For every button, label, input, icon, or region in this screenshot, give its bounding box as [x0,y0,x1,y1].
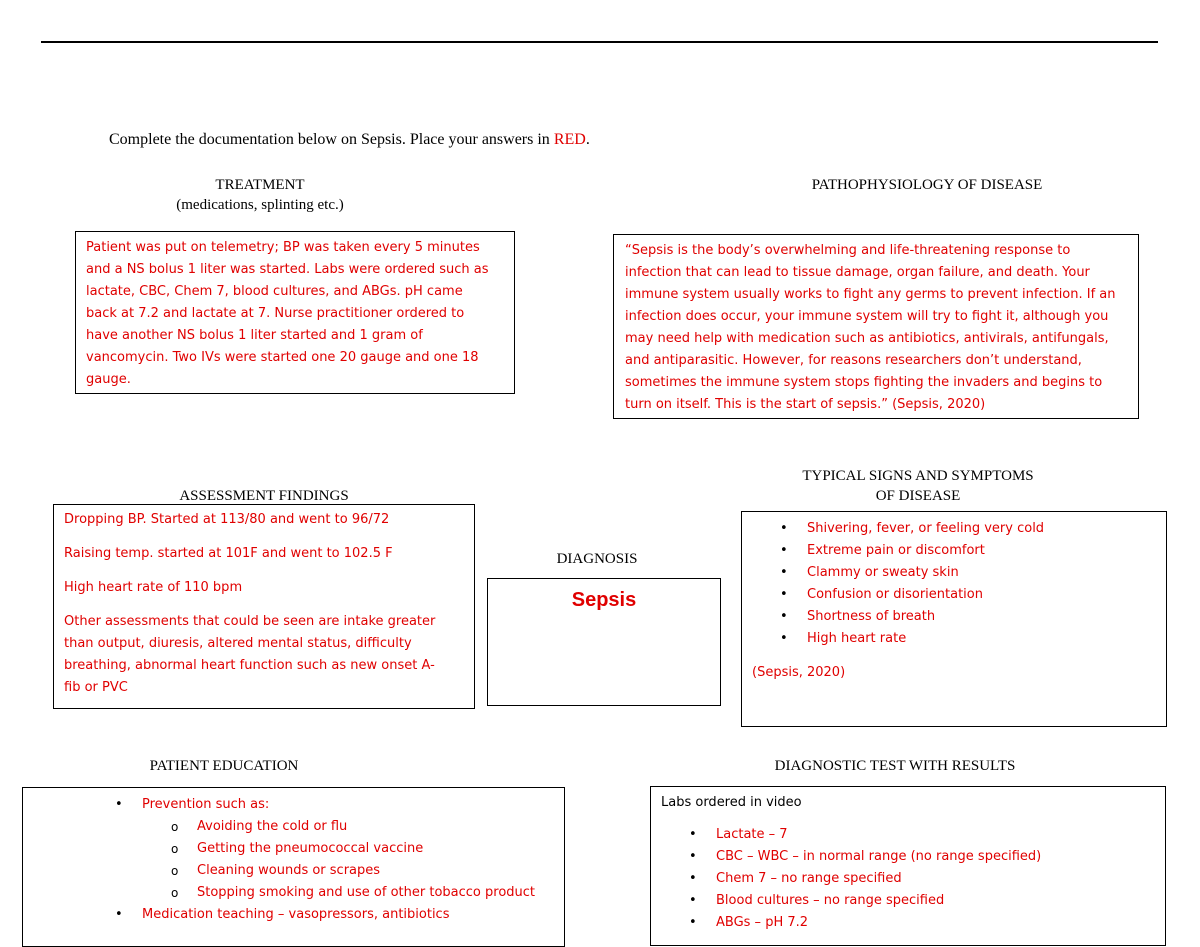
header-rule [41,41,1158,43]
treatment-line: vancomycin. Two IVs were started one 20 gauge and one 18 [86,350,479,365]
list-item: • High heart rate [807,628,1156,650]
list-item: • Shortness of breath [807,606,1156,628]
diagnostic-intro: Labs ordered in video [661,795,802,810]
assessment-heading: ASSESSMENT FINDINGS [179,488,349,504]
instructions-end: . [585,131,590,148]
treatment-text [86,237,504,391]
instructions-text: Complete the documentation below on Sepsis. Place your answers in [109,131,554,148]
pathophysiology-line: sometimes the immune system stops fighting the invaders and begins to [625,375,1103,390]
list-item: • Prevention such as: [142,794,564,816]
pathophysiology-text [625,240,1127,416]
pathophysiology-line: immune system usually works to fight any germs to prevent infection. If an [625,287,1116,302]
instructions-highlight: RED [553,131,586,148]
list-item: • Shivering, fever, or feeling very cold [807,518,1156,540]
assessment-other-line: Other assessments that could be seen are intake greater [64,614,436,629]
education-heading: PATIENT EDUCATION [149,758,299,774]
treatment-line: Patient was put on telemetry; BP was taken every 5 minutes [86,240,480,255]
pathophysiology-box [613,234,1139,419]
education-list-2 [23,904,564,926]
list-item: o Getting the pneumococcal vaccine [197,838,564,860]
list-item: • Chem 7 – no range specified [716,868,1155,890]
assessment-other-line: fib or PVC [64,680,128,695]
assessment-temp: Raising temp. started at 101F and went to 102.5 F [64,546,393,561]
education-list [23,794,564,816]
pathophysiology-line: may need help with medication such as antibiotics, antivirals, antifungals, [625,331,1109,346]
list-item: o Cleaning wounds or scrapes [197,860,564,882]
pathophysiology-line: infection does occur, your immune system will try to fight it, although you [625,309,1109,324]
education-sublist [23,816,564,904]
list-item: o Stopping smoking and use of other tobacco product [197,882,564,904]
treatment-heading-line1: TREATMENT [215,177,305,193]
education-box [22,787,565,947]
treatment-line: gauge. [86,372,131,387]
pathophysiology-line: “Sepsis is the body’s overwhelming and life-threatening response to [625,243,1071,258]
pathophysiology-line: and antiparasitic. However, for reasons researchers don’t understand, [625,353,1082,368]
treatment-line: have another NS bolus 1 liter started and 1 gram of [86,328,423,343]
pathophysiology-line: turn on itself. This is the start of sepsis.” (Sepsis, 2020) [625,397,986,412]
signs-heading-line2: OF DISEASE [875,488,961,504]
assessment-text [64,509,464,699]
assessment-other-line: breathing, abnormal heart function such as new onset A- [64,658,435,673]
treatment-heading [130,175,390,215]
list-item: • Lactate – 7 [716,824,1155,846]
assessment-other-line: than output, diuresis, altered mental status, difficulty [64,636,412,651]
signs-heading [718,466,1118,506]
list-item: • Clammy or sweaty skin [807,562,1156,584]
diagnostic-box [650,786,1166,946]
signs-list [752,518,1156,650]
list-item: • ABGs – pH 7.2 [716,912,1155,934]
assessment-bp: Dropping BP. Started at 113/80 and went to 96/72 [64,512,390,527]
treatment-line: and a NS bolus 1 liter was started. Labs were ordered such as [86,262,489,277]
list-item: o Avoiding the cold or flu [197,816,564,838]
diagnosis-heading: DIAGNOSIS [556,551,638,567]
treatment-line: back at 7.2 and lactate at 7. Nurse practitioner ordered to [86,306,465,321]
treatment-box [75,231,515,394]
list-item: • Extreme pain or discomfort [807,540,1156,562]
list-item: • Confusion or disorientation [807,584,1156,606]
pathophysiology-heading: PATHOPHYSIOLOGY OF DISEASE [811,177,1043,193]
assessment-heart-rate: High heart rate of 110 bpm [64,580,243,595]
list-item: • CBC – WBC – in normal range (no range specified) [716,846,1155,868]
diagnosis-box [487,578,721,706]
diagnostic-heading: DIAGNOSTIC TEST WITH RESULTS [774,758,1016,774]
diagnostic-list [661,824,1155,934]
signs-citation: (Sepsis, 2020) [752,665,846,680]
list-item: • Blood cultures – no range specified [716,890,1155,912]
treatment-heading-line2: (medications, splinting etc.) [176,197,344,213]
signs-heading-line1: TYPICAL SIGNS AND SYMPTOMS [802,468,1034,484]
instructions [109,131,590,149]
pathophysiology-line: infection that can lead to tissue damage, organ failure, and death. Your [625,265,1090,280]
signs-box [741,511,1167,727]
treatment-line: lactate, CBC, Chem 7, blood cultures, and ABGs. pH came [86,284,463,299]
list-item: • Medication teaching – vasopressors, antibiotics [142,904,564,926]
diagnosis-value: Sepsis [571,589,637,611]
assessment-box [53,504,475,709]
